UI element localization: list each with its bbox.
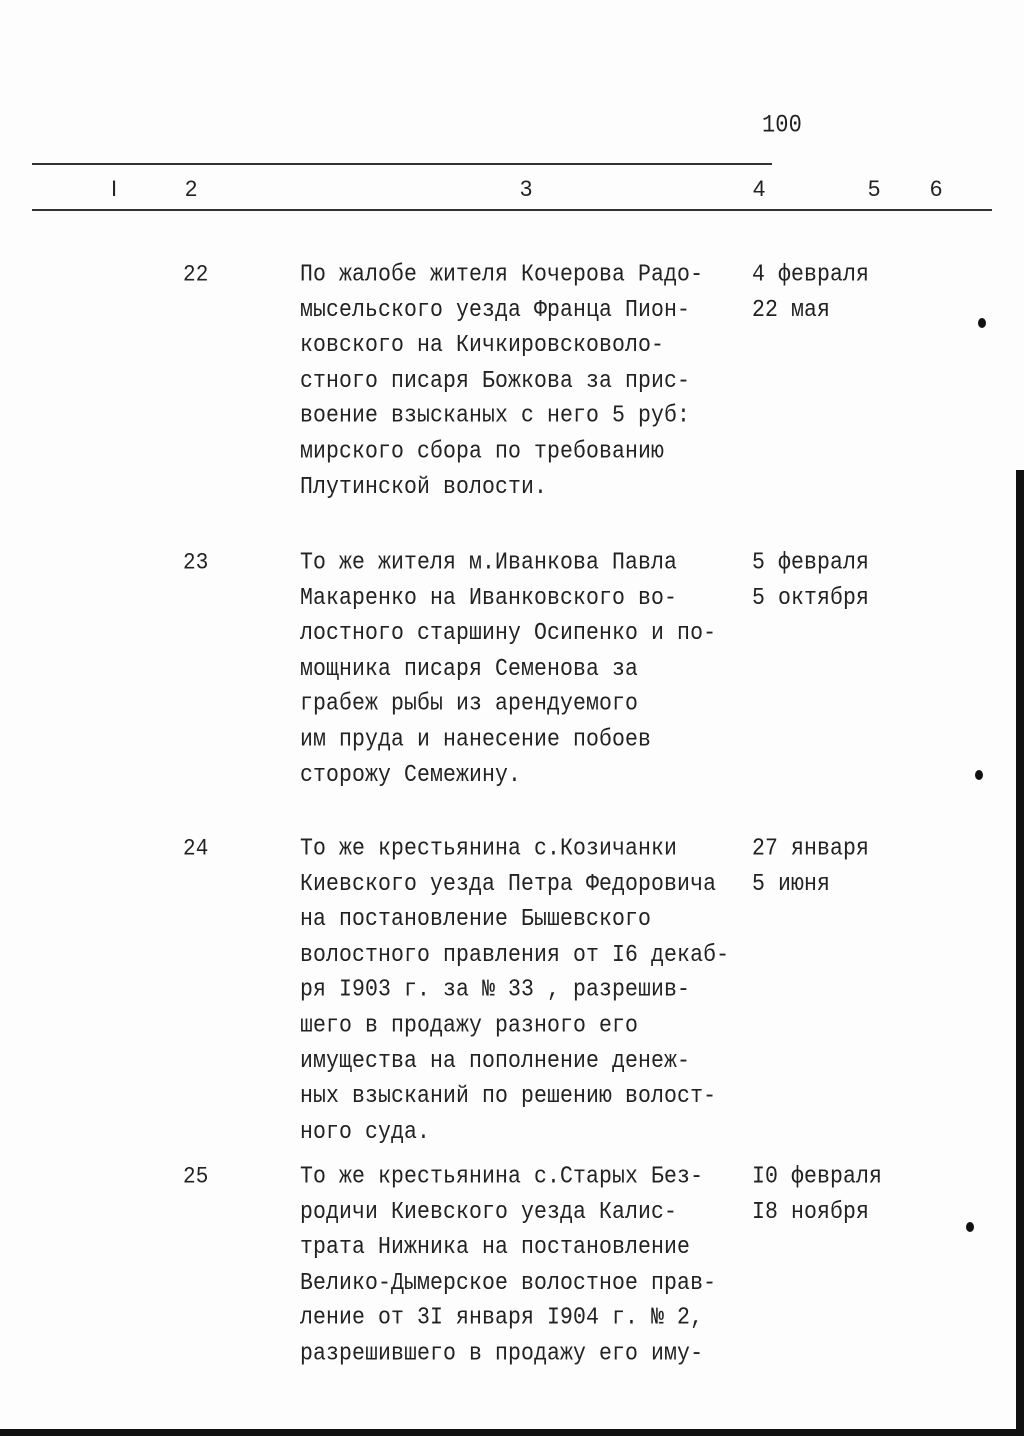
column-header-4: 4: [753, 176, 766, 201]
description-line: мирского сбора по требованию: [300, 438, 665, 466]
description-line: То же крестьянина с.Старых Без-: [300, 1163, 704, 1191]
date-line: 5 октября: [752, 584, 870, 612]
page-number: 100: [762, 111, 802, 140]
entry-dates: [752, 1160, 882, 1231]
description-line: трата Нижника на постановление: [300, 1234, 691, 1262]
date-line: I0 февраля: [752, 1163, 883, 1191]
description-line: ного суда.: [300, 1118, 431, 1146]
entry-dates: [752, 832, 869, 903]
column-header-5: 5: [868, 176, 881, 201]
description-line: на постановление Бышевского: [300, 906, 652, 934]
entry-description: [300, 1160, 716, 1372]
description-line: родичи Киевского уезда Калис-: [300, 1198, 678, 1226]
header-top-rule: [32, 163, 772, 165]
header-bottom-rule: [32, 209, 992, 211]
description-line: Плутинской волости.: [300, 473, 548, 501]
description-line: стного писаря Божкова за прис-: [300, 367, 691, 395]
scan-bottom-edge: [0, 1429, 1024, 1436]
description-line: ковского на Кичкировсковоло-: [300, 332, 665, 360]
description-line: ление от 3I января I904 г. № 2,: [300, 1304, 704, 1332]
description-line: разрешившего в продажу его иму-: [300, 1340, 704, 1368]
entry-description: [300, 258, 703, 506]
description-line: лостного старшину Осипенко и по-: [300, 620, 717, 648]
entry-number: 25: [183, 1164, 209, 1191]
description-line: По жалобе жителя Кочерова Радо-: [300, 261, 704, 289]
column-header-6: 6: [930, 176, 943, 201]
entry-dates: [752, 258, 869, 329]
description-line: ных взысканий по решению волост-: [300, 1083, 717, 1110]
description-line: шего в продажу разного его: [300, 1012, 639, 1040]
description-line: грабеж рыбы из арендуемого: [300, 690, 639, 718]
punch-hole-mark: [975, 770, 983, 780]
entry-description: [300, 546, 716, 794]
date-line: I8 ноября: [752, 1198, 870, 1226]
punch-hole-mark: [966, 1222, 974, 1232]
date-line: 27 января: [752, 835, 870, 863]
scan-edge-shadow: [1016, 470, 1024, 1436]
description-line: мощника писаря Семенова за: [300, 655, 639, 683]
description-line: То же крестьянина с.Козичанки: [300, 835, 678, 863]
entry-description: [300, 832, 729, 1150]
description-line: имущества на пополнение денеж-: [300, 1047, 691, 1075]
entry-number: 23: [183, 550, 209, 577]
date-line: 5 февраля: [752, 549, 870, 577]
entry-number: 24: [183, 836, 209, 863]
description-line: Велико-Дымерское волостное прав-: [300, 1269, 717, 1297]
date-line: 4 февраля: [752, 261, 870, 289]
description-line: воение взысканых с него 5 руб:: [300, 402, 691, 430]
description-line: Макаренко на Иванковского во-: [300, 584, 678, 612]
description-line: мысельского уезда Франца Пион-: [300, 296, 691, 324]
description-line: То же жителя м.Иванкова Павла: [300, 549, 678, 577]
date-line: 22 мая: [752, 296, 831, 324]
description-line: ря I903 г. за № 33 , разрешив-: [300, 976, 691, 1004]
column-header-1: I: [111, 176, 118, 201]
description-line: волостного правления от I6 декаб-: [300, 941, 730, 969]
description-line: сторожу Семежину.: [300, 761, 522, 789]
description-line: им пруда и нанесение побоев: [300, 726, 652, 754]
date-line: 5 июня: [752, 870, 831, 898]
column-header-2: 2: [185, 176, 198, 201]
punch-hole-mark: [978, 318, 986, 328]
entry-dates: [752, 546, 869, 617]
description-line: Киевского уезда Петра Федоровича: [300, 870, 717, 898]
column-header-3: 3: [520, 176, 533, 201]
entry-number: 22: [183, 262, 209, 289]
